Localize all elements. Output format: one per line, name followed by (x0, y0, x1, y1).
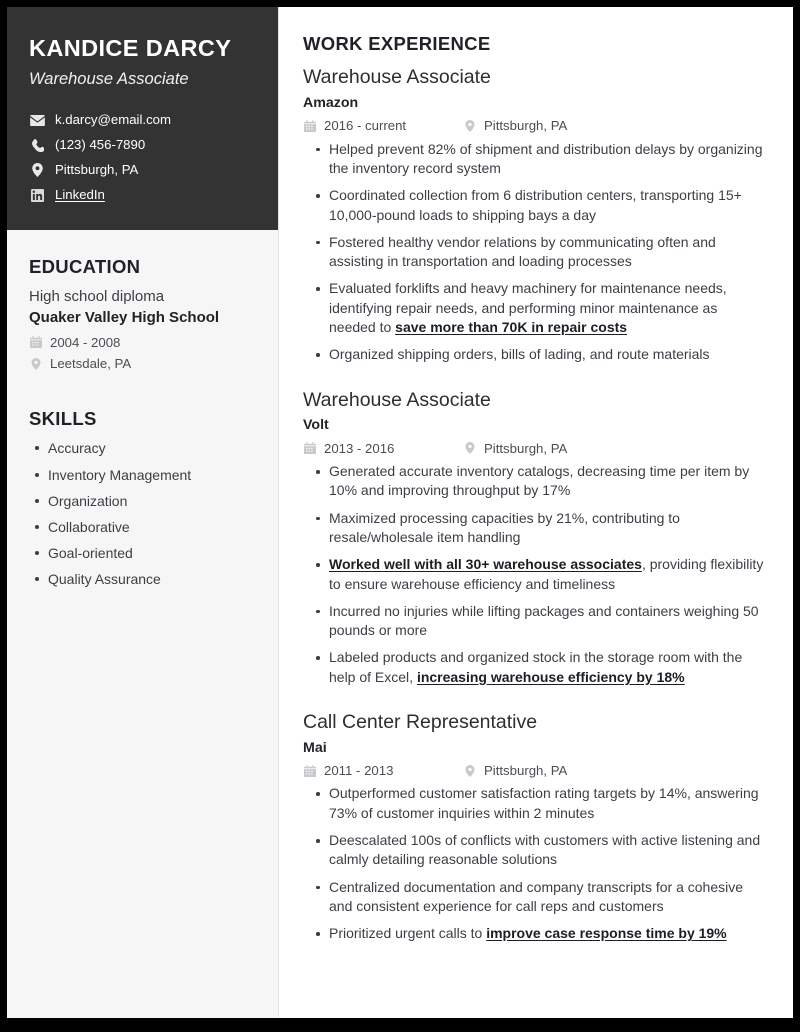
job-bullet (329, 140, 767, 179)
education-heading: EDUCATION (29, 255, 141, 277)
bullet-highlight: Worked well with all 30+ warehouse associates (329, 556, 642, 573)
job-bullet (329, 924, 767, 943)
bullet-text: Helped prevent 82% of shipment and distribution delays by organizing the inventory record system (329, 140, 763, 176)
contact-linkedin-text[interactable]: LinkedIn (55, 187, 105, 203)
bullet-text: Maximized processing capacities by 21%, contributing to resale/wholesale item handling (329, 509, 680, 545)
resume-sheet (7, 7, 793, 1018)
bullet-text: Deescalated 100s of conflicts with customers with active listening and calmly detailing reasonable solutions (329, 832, 761, 868)
work-experience-heading: WORK EXPERIENCE (303, 33, 491, 54)
map-pin-icon (463, 442, 477, 454)
job-company: Amazon (303, 94, 359, 111)
job-location-text: Pittsburgh, PA (484, 763, 568, 779)
job-bullet (329, 279, 767, 337)
education-location-text: Leetsdale, PA (50, 356, 132, 372)
job-meta (303, 762, 767, 779)
job-meta (303, 440, 767, 457)
envelope-icon (29, 115, 46, 126)
contact-email-text: k.darcy@email.com (55, 112, 171, 128)
job-location-text: Pittsburgh, PA (484, 440, 568, 456)
job-bullet (329, 462, 767, 501)
job-dates (303, 117, 463, 134)
skills-section (29, 408, 256, 588)
skill-item: Quality Assurance (48, 570, 256, 588)
candidate-headline: Warehouse Associate (29, 70, 189, 89)
skill-item: Goal-oriented (48, 544, 256, 562)
education-section (29, 256, 256, 373)
skill-item: Inventory Management (48, 466, 256, 484)
sidebar-header (7, 7, 278, 230)
job-bullet (329, 555, 767, 594)
job-location-text: Pittsburgh, PA (484, 118, 568, 134)
contact-location (29, 162, 256, 179)
contact-email (29, 112, 256, 129)
job-location (463, 117, 567, 134)
job-bullet (329, 509, 767, 548)
bullet-text-tail: , providing flexibility to ensure warehouse efficiency and timeliness (329, 556, 764, 592)
job-dates-text: 2016 - current (324, 118, 407, 134)
map-pin-icon (29, 358, 43, 370)
education-dates-text: 2004 - 2008 (50, 334, 121, 350)
contact-location-text: Pittsburgh, PA (55, 162, 139, 178)
job-bullet (329, 233, 767, 272)
bullet-text: Organized shipping orders, bills of lading, and route materials (329, 346, 710, 363)
bullet-text: Evaluated forklifts and heavy machinery for maintenance needs, identifying repair needs, and performing minor maintenance as needed to (329, 280, 727, 336)
skill-item: Organization (48, 492, 256, 510)
education-school: Quaker Valley High School (29, 309, 220, 327)
main-content (278, 7, 793, 1018)
education-degree: High school diploma (29, 287, 165, 305)
job-entry (303, 66, 767, 364)
job-title: Warehouse Associate (303, 66, 491, 89)
job-dates (303, 440, 463, 457)
job-entry (303, 711, 767, 943)
skills-list (29, 439, 256, 588)
job-bullet (329, 648, 767, 687)
job-bullet (329, 186, 767, 225)
bullet-highlight: improve case response time by 19% (486, 925, 727, 942)
job-bullet-list (303, 140, 767, 365)
job-company: Mai (303, 739, 327, 756)
calendar-icon (303, 765, 317, 777)
job-company: Volt (303, 417, 329, 434)
job-bullet-list (303, 462, 767, 687)
map-pin-icon (29, 163, 46, 177)
map-pin-icon (463, 120, 477, 132)
work-experience-list (303, 66, 767, 943)
job-bullet (329, 878, 767, 917)
education-dates (29, 334, 256, 351)
job-dates-text: 2013 - 2016 (324, 440, 395, 456)
job-dates (303, 762, 463, 779)
calendar-icon (29, 336, 43, 348)
map-pin-icon (463, 765, 477, 777)
contact-linkedin[interactable] (29, 187, 256, 204)
bullet-highlight: save more than 70K in repair costs (395, 319, 628, 336)
job-title: Warehouse Associate (303, 388, 491, 411)
bullet-text: Labeled products and organized stock in the storage room with the help of Excel, (329, 649, 743, 685)
sidebar-body (7, 230, 278, 1018)
job-bullet (329, 602, 767, 641)
job-location (463, 762, 567, 779)
bullet-text: Fostered healthy vendor relations by communicating often and assisting in transportation and loading processes (329, 233, 716, 270)
candidate-name: KANDICE DARCY (29, 35, 232, 61)
job-meta (303, 117, 767, 134)
skill-item: Accuracy (48, 439, 256, 457)
contact-list (29, 112, 256, 204)
job-bullet-list (303, 784, 767, 943)
bullet-highlight: increasing warehouse efficiency by 18% (416, 668, 685, 685)
bullet-text: Outperformed customer satisfaction rating targets by 14%, answering 73% of customer inquiries within 2 minutes (329, 785, 759, 821)
job-bullet (329, 784, 767, 823)
bullet-text: Centralized documentation and company transcripts for a cohesive and consistent experience for call reps and customers (329, 878, 743, 914)
job-bullet (329, 831, 767, 870)
education-location (29, 355, 256, 372)
job-location (463, 440, 567, 457)
linkedin-icon (29, 189, 46, 202)
sidebar (7, 7, 278, 1018)
phone-icon (29, 139, 46, 152)
contact-phone (29, 137, 256, 154)
skill-item: Collaborative (48, 518, 256, 536)
bullet-text: Generated accurate inventory catalogs, decreasing time per item by 10% and improving throughput by 17% (329, 462, 750, 499)
job-title: Call Center Representative (303, 711, 538, 734)
calendar-icon (303, 442, 317, 454)
calendar-icon (303, 120, 317, 132)
bullet-text: Prioritized urgent calls to (329, 925, 487, 942)
bullet-text: Coordinated collection from 6 distribution centers, transporting 15+ 10,000-pound loads to shipping bays a day (329, 187, 742, 223)
job-dates-text: 2011 - 2013 (324, 763, 394, 779)
skills-heading: SKILLS (29, 408, 97, 430)
contact-phone-text: (123) 456-7890 (55, 137, 146, 153)
bullet-text: Incurred no injuries while lifting packages and containers weighing 50 pounds or more (329, 602, 759, 639)
job-entry (303, 389, 767, 687)
job-bullet (329, 345, 767, 364)
